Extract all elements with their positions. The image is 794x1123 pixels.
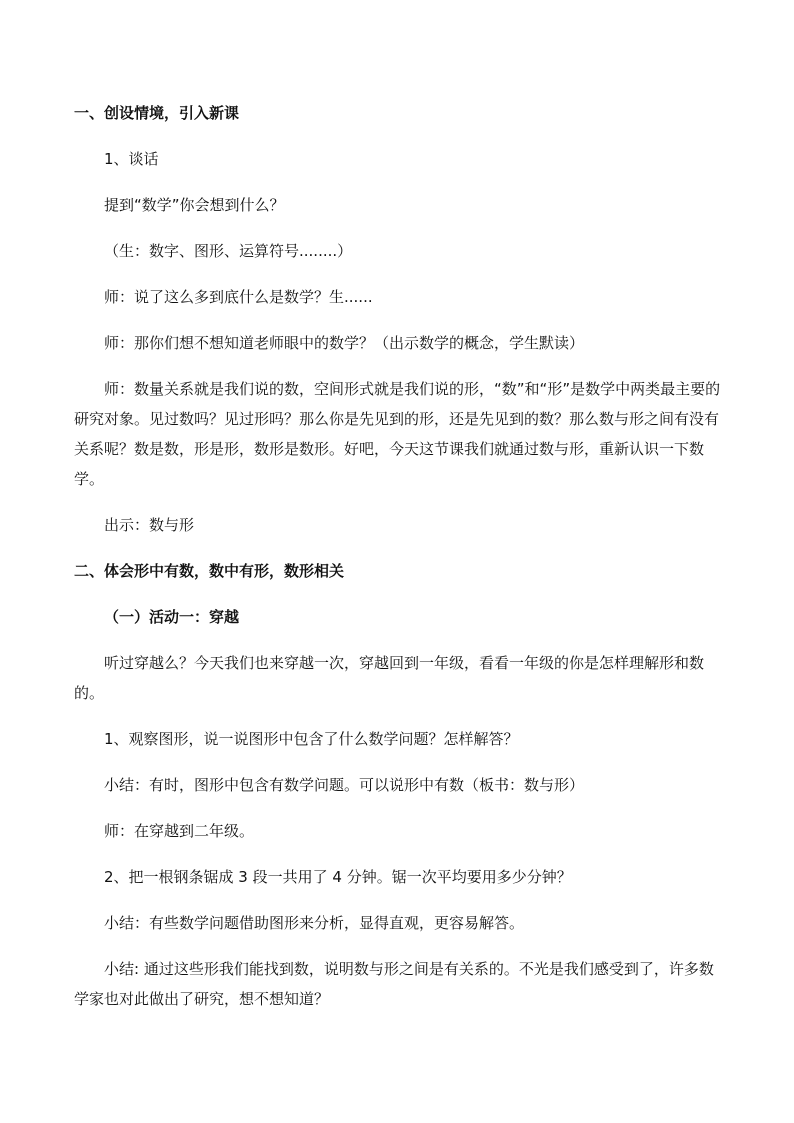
activity-heading: （一）活动一：穿越 — [104, 608, 240, 626]
paragraph-teacher-question: 师：说了这么多到底什么是数学？生...... — [104, 288, 373, 306]
section-heading-1: 一、创设情境，引入新课 — [74, 104, 240, 122]
paragraph-student-answer: （生：数字、图形、运算符号........） — [104, 242, 353, 260]
subheading-talk: 1、谈话 — [104, 150, 159, 168]
paragraph-show-topic: 出示：数与形 — [104, 516, 195, 534]
paragraph-question-math: 提到“数学”你会想到什么？ — [104, 196, 285, 214]
section-heading-2: 二、体会形中有数，数中有形，数形相关 — [74, 562, 345, 580]
paragraph-summary-2: 小结：有些数学问题借助图形来分析，显得直观，更容易解答。 — [104, 914, 525, 932]
paragraph-teacher-concept: 师：那你们想不想知道老师眼中的数学？（出示数学的概念，学生默读） — [104, 334, 585, 352]
paragraph-summary-1: 小结：有时，图形中包含有数学问题。可以说形中有数（板书：数与形） — [104, 776, 585, 794]
paragraph-steel-bar-problem: 2、把一根钢条锯成 3 段一共用了 4 分钟。锯一次平均要用多少分钟？ — [104, 868, 572, 886]
paragraph-summary-3: 小结: 通过这些形我们能找到数，说明数与形之间是有关系的。不光是我们感受到了，许多数学家也对此做出了研究，想不想知道？ — [74, 960, 714, 1008]
paragraph-second-grade: 师：在穿越到二年级。 — [104, 822, 255, 840]
document-content — [74, 98, 722, 1030]
paragraph-teacher-explanation: 师：数量关系就是我们说的数，空间形式就是我们说的形，“数”和“形”是数学中两类最主要的研究对象。见过数吗？见过形吗？那么你是先见到的形，还是先见到的数？那么数与形之间有没有关系呢？数是数，形是形，数形是数形。好吧，今天这节课我们就通过数与形，重新认识一下数学。 — [74, 380, 721, 488]
paragraph-observe-figure: 1、观察图形，说一说图形中包含了什么数学问题？怎样解答？ — [104, 730, 519, 748]
paragraph-time-travel: 听过穿越么？今天我们也来穿越一次，穿越回到一年级，看看一年级的你是怎样理解形和数的。 — [74, 654, 705, 702]
